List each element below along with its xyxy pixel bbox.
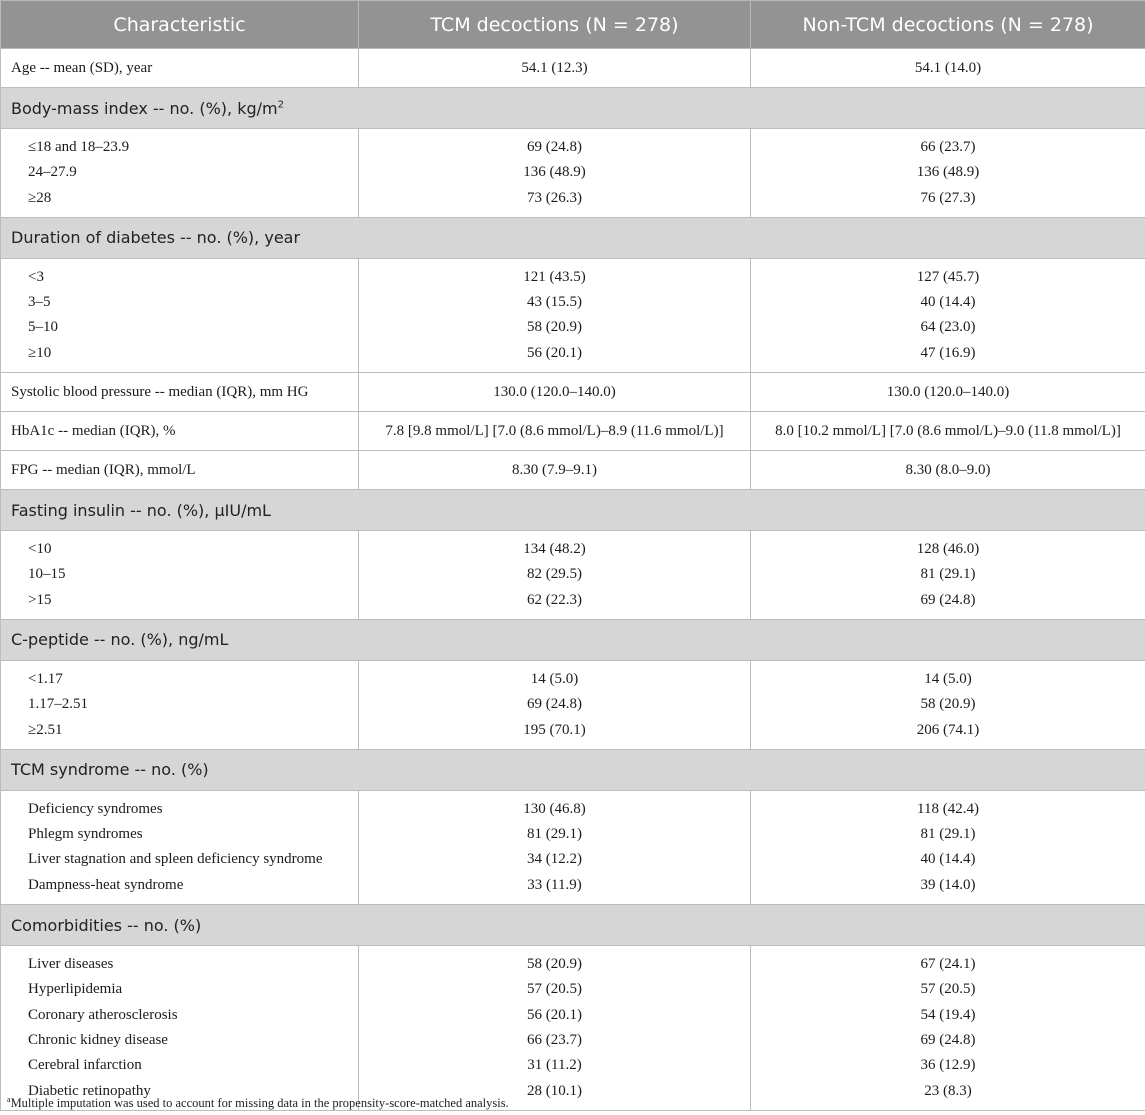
comorbid-tcm-0: 58 (20.9) <box>527 956 582 973</box>
section-title-cpeptide: C-peptide -- no. (%), ng/mL <box>1 619 1145 660</box>
comorbid-label-4: Cerebral infarction <box>28 1057 142 1074</box>
duration-non-tcm-1: 40 (14.4) <box>920 294 976 311</box>
comorbid-label-3: Chronic kidney disease <box>28 1031 168 1048</box>
duration-tcm-0: 121 (43.5) <box>523 268 586 285</box>
group-comorbid <box>1 946 1145 1111</box>
syndrome-tcm-0: 130 (46.8) <box>523 800 586 817</box>
comorbid-non-tcm-5: 23 (8.3) <box>924 1082 972 1099</box>
syndrome-tcm-values <box>359 790 751 904</box>
insulin-tcm-1: 82 (29.5) <box>527 566 582 583</box>
syndrome-tcm-3: 33 (11.9) <box>527 876 582 893</box>
cpeptide-label-1: 1.17–2.51 <box>28 696 88 713</box>
insulin-tcm-2: 62 (22.3) <box>527 591 582 608</box>
group-insulin <box>1 531 1145 620</box>
section-title-syndrome: TCM syndrome -- no. (%) <box>1 749 1145 790</box>
section-duration <box>1 217 1145 258</box>
group-duration <box>1 258 1145 372</box>
duration-non-tcm-2: 64 (23.0) <box>920 319 976 336</box>
hba1c-non-tcm: 8.0 [10.2 mmol/L] [7.0 (8.6 mmol/L)–9.0 (11.8 mmol/L)] <box>751 412 1145 451</box>
comorbid-non-tcm-values <box>751 946 1145 1111</box>
sbp-non-tcm: 130.0 (120.0–140.0) <box>751 373 1145 412</box>
duration-label-3: ≥10 <box>28 344 52 361</box>
comorbid-labels <box>1 946 359 1111</box>
insulin-tcm-values <box>359 531 751 620</box>
bmi-non-tcm-2: 76 (27.3) <box>920 189 976 206</box>
bmi-unit-superscript: 2 <box>277 99 284 111</box>
section-title-duration: Duration of diabetes -- no. (%), year <box>1 217 1145 258</box>
insulin-label-0: <10 <box>28 541 52 558</box>
comorbid-non-tcm-1: 57 (20.5) <box>920 981 976 998</box>
insulin-non-tcm-1: 81 (29.1) <box>920 566 976 583</box>
cpeptide-labels <box>1 660 359 749</box>
syndrome-label-0: Deficiency syndromes <box>28 800 163 817</box>
duration-label-1: 3–5 <box>28 294 51 311</box>
cpeptide-non-tcm-values <box>751 660 1145 749</box>
bmi-tcm-1: 136 (48.9) <box>523 164 586 181</box>
bmi-label-2: ≥28 <box>28 189 52 206</box>
syndrome-tcm-2: 34 (12.2) <box>527 851 582 868</box>
bmi-label-0: ≤18 and 18–23.9 <box>28 139 130 155</box>
section-title-insulin: Fasting insulin -- no. (%), μIU/mL <box>1 490 1145 531</box>
row-sbp <box>1 373 1145 412</box>
bmi-non-tcm-1: 136 (48.9) <box>916 164 980 181</box>
group-syndrome <box>1 790 1145 904</box>
cpeptide-non-tcm-0: 14 (5.0) <box>924 670 972 687</box>
comorbid-label-2: Coronary atherosclerosis <box>28 1006 178 1023</box>
duration-label-0: <3 <box>28 268 44 285</box>
syndrome-label-2: Liver stagnation and spleen deficiency syndrome <box>28 851 323 868</box>
bmi-tcm-values <box>359 129 751 218</box>
comorbid-label-1: Hyperlipidemia <box>28 981 123 998</box>
duration-tcm-1: 43 (15.5) <box>527 294 582 311</box>
hba1c-label: HbA1c -- median (IQR), % <box>1 412 359 451</box>
comorbid-label-0: Liver diseases <box>28 956 114 973</box>
bmi-non-tcm-0: 66 (23.7) <box>920 139 976 155</box>
comorbid-non-tcm-2: 54 (19.4) <box>920 1006 976 1023</box>
comorbid-tcm-values <box>359 946 751 1111</box>
duration-tcm-3: 56 (20.1) <box>527 344 582 361</box>
age-label: Age -- mean (SD), year <box>1 49 359 88</box>
comorbid-non-tcm-4: 36 (12.9) <box>920 1057 976 1074</box>
row-age <box>1 49 1145 88</box>
comorbid-tcm-1: 57 (20.5) <box>527 981 582 998</box>
duration-tcm-2: 58 (20.9) <box>527 319 582 336</box>
comorbid-label-5: Diabetic retinopathy <box>28 1082 151 1099</box>
syndrome-non-tcm-3: 39 (14.0) <box>920 876 976 893</box>
comorbid-tcm-2: 56 (20.1) <box>527 1006 582 1023</box>
cpeptide-non-tcm-1: 58 (20.9) <box>920 696 976 713</box>
section-cpeptide <box>1 619 1145 660</box>
comorbid-tcm-4: 31 (11.2) <box>527 1057 582 1074</box>
header-characteristic: Characteristic <box>1 1 359 49</box>
section-syndrome <box>1 749 1145 790</box>
syndrome-label-1: Phlegm syndromes <box>28 826 143 843</box>
syndrome-non-tcm-0: 118 (42.4) <box>917 800 979 817</box>
section-title-comorbid: Comorbidities -- no. (%) <box>1 905 1145 946</box>
insulin-tcm-0: 134 (48.2) <box>523 541 586 558</box>
bmi-non-tcm-values <box>751 129 1145 218</box>
sbp-label: Systolic blood pressure -- median (IQR), mm HG <box>1 373 359 412</box>
group-cpeptide <box>1 660 1145 749</box>
cpeptide-tcm-values <box>359 660 751 749</box>
duration-label-2: 5–10 <box>28 319 58 336</box>
row-hba1c <box>1 412 1145 451</box>
comorbid-non-tcm-0: 67 (24.1) <box>920 956 976 973</box>
insulin-non-tcm-2: 69 (24.8) <box>920 591 976 608</box>
insulin-label-2: >15 <box>28 591 52 608</box>
duration-tcm-values <box>359 258 751 372</box>
cpeptide-tcm-0: 14 (5.0) <box>530 670 579 687</box>
age-tcm: 54.1 (12.3) <box>359 49 751 88</box>
row-fpg <box>1 451 1145 490</box>
section-bmi <box>1 88 1145 129</box>
bmi-tcm-2: 73 (26.3) <box>527 189 582 206</box>
syndrome-labels <box>1 790 359 904</box>
comorbid-tcm-5: 28 (10.1) <box>527 1082 582 1099</box>
cpeptide-non-tcm-2: 206 (74.1) <box>916 721 980 738</box>
fpg-label: FPG -- median (IQR), mmol/L <box>1 451 359 490</box>
syndrome-tcm-1: 81 (29.1) <box>527 826 582 843</box>
cpeptide-label-0: <1.17 <box>28 670 63 687</box>
footnote-mark: a <box>7 1094 11 1104</box>
section-title-bmi <box>1 88 1145 129</box>
fpg-non-tcm: 8.30 (8.0–9.0) <box>751 451 1145 490</box>
cpeptide-label-2: ≥2.51 <box>28 721 63 738</box>
syndrome-non-tcm-1: 81 (29.1) <box>920 826 976 843</box>
section-comorbid <box>1 905 1145 946</box>
header-non-tcm-decoctions: Non-TCM decoctions (N = 278) <box>751 1 1145 49</box>
sbp-tcm: 130.0 (120.0–140.0) <box>359 373 751 412</box>
bmi-labels <box>1 129 359 218</box>
bmi-tcm-0: 69 (24.8) <box>527 139 582 155</box>
table-footnote <box>7 1096 509 1111</box>
syndrome-non-tcm-values <box>751 790 1145 904</box>
bmi-label-1: 24–27.9 <box>28 164 77 181</box>
group-bmi <box>1 129 1145 218</box>
age-non-tcm: 54.1 (14.0) <box>751 49 1145 88</box>
header-tcm-decoctions: TCM decoctions (N = 278) <box>359 1 751 49</box>
duration-non-tcm-3: 47 (16.9) <box>920 344 976 361</box>
cpeptide-tcm-2: 195 (70.1) <box>523 721 586 738</box>
footnote-text: Multiple imputation was used to account for missing data in the propensity-score-matched analysis. <box>10 1096 509 1110</box>
syndrome-label-3: Dampness-heat syndrome <box>28 876 184 893</box>
table-header-row <box>1 1 1145 49</box>
section-title-bmi-text: Body-mass index -- no. (%), kg/m <box>11 98 278 118</box>
duration-non-tcm-values <box>751 258 1145 372</box>
cpeptide-tcm-1: 69 (24.8) <box>527 696 582 713</box>
comorbid-tcm-3: 66 (23.7) <box>527 1031 582 1048</box>
section-insulin <box>1 490 1145 531</box>
hba1c-tcm: 7.8 [9.8 mmol/L] [7.0 (8.6 mmol/L)–8.9 (11.6 mmol/L)] <box>359 412 751 451</box>
syndrome-non-tcm-2: 40 (14.4) <box>920 851 976 868</box>
comorbid-non-tcm-3: 69 (24.8) <box>920 1031 976 1048</box>
duration-non-tcm-0: 127 (45.7) <box>916 268 980 285</box>
insulin-non-tcm-values <box>751 531 1145 620</box>
insulin-label-1: 10–15 <box>28 566 66 583</box>
duration-labels <box>1 258 359 372</box>
fpg-tcm: 8.30 (7.9–9.1) <box>359 451 751 490</box>
insulin-non-tcm-0: 128 (46.0) <box>916 541 980 558</box>
insulin-labels <box>1 531 359 620</box>
